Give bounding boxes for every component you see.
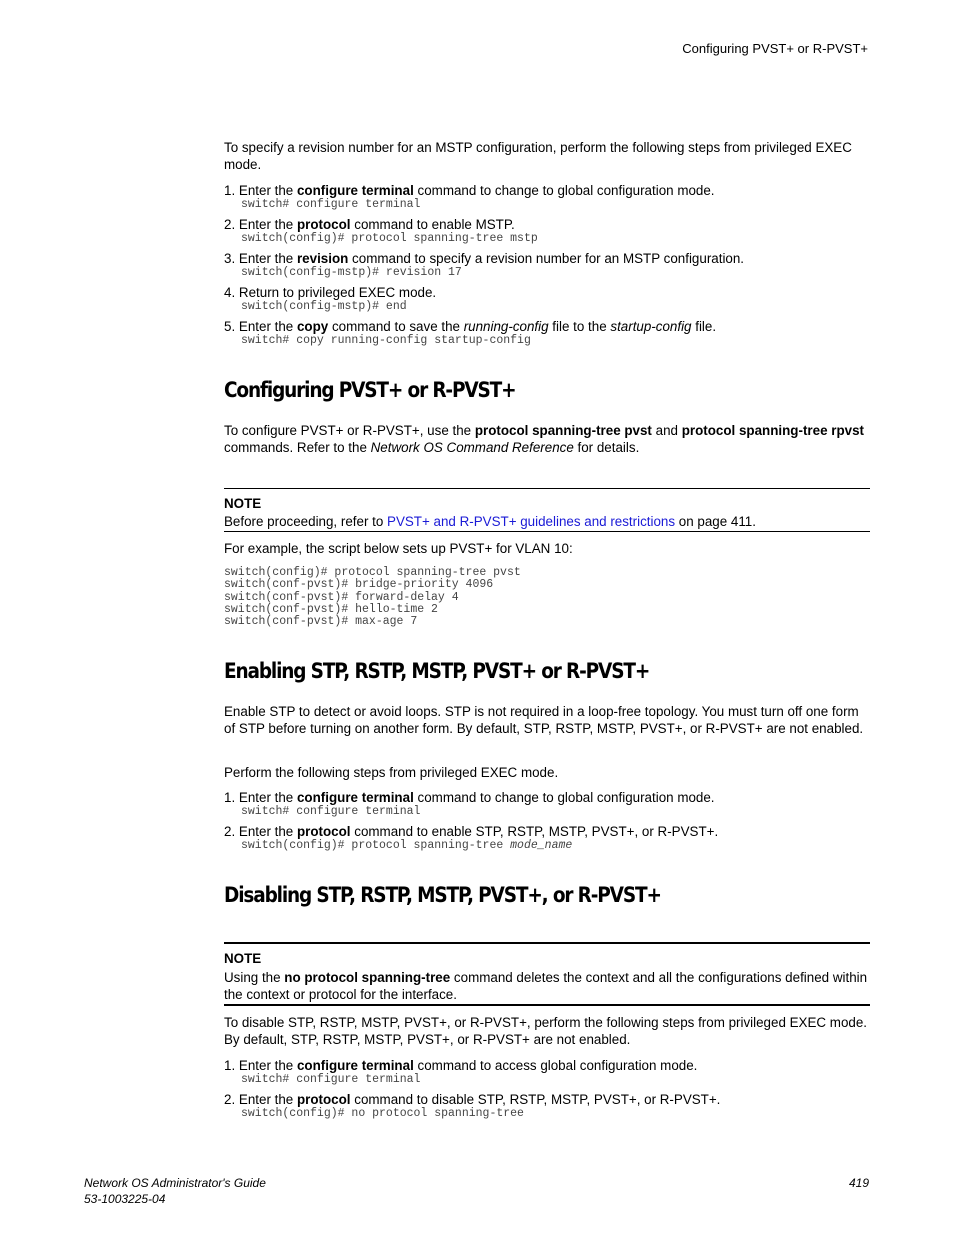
note-text: Before proceeding, refer to PVST+ and R-PVST+ guidelines and restrictions on page 411.	[224, 514, 756, 529]
code-line: switch# configure terminal	[241, 198, 421, 211]
list-item: 2. Enter the protocol command to enable STP, RSTP, MSTP, PVST+, or R-PVST+.	[224, 824, 719, 839]
intro-paragraph: To specify a revision number for an MSTP configuration, perform the following steps from privileged EXEC mode.	[224, 140, 852, 172]
section-paragraph: To configure PVST+ or R-PVST+, use the protocol spanning-tree pvst and protocol spanning-tree rpvst commands. Refer to the Network OS Command Reference for details.	[224, 423, 865, 455]
running-header: Configuring PVST+ or R-PVST+	[682, 41, 868, 56]
code-line: switch(conf-pvst)# bridge-priority 4096	[224, 578, 494, 591]
section-heading: Enabling STP, RSTP, MSTP, PVST+ or R-PVST+	[224, 659, 650, 683]
section-heading: Configuring PVST+ or R-PVST+	[224, 378, 516, 402]
footer-doc-title: Network OS Administrator's Guide	[84, 1176, 266, 1190]
code-line: switch# configure terminal	[241, 805, 421, 818]
code-line: switch(config-mstp)# end	[241, 300, 407, 313]
note-text: Using the no protocol spanning-tree command deletes the context and all the configurations defined within the context or protocol for the interface.	[224, 970, 868, 1002]
code-line: switch(conf-pvst)# max-age 7	[224, 615, 418, 628]
section-heading: Disabling STP, RSTP, MSTP, PVST+, or R-PVST+	[224, 883, 661, 907]
list-item: 4. Return to privileged EXEC mode.	[224, 285, 437, 300]
code-line: switch(conf-pvst)# hello-time 2	[224, 603, 438, 616]
code-line: switch# copy running-config startup-config	[241, 334, 531, 347]
section-paragraph: Perform the following steps from privileged EXEC mode.	[224, 765, 559, 780]
example-intro: For example, the script below sets up PVST+ for VLAN 10:	[224, 541, 573, 556]
code-line: switch# configure terminal	[241, 1073, 421, 1086]
list-item: 5. Enter the copy command to save the running-config file to the startup-config file.	[224, 319, 717, 334]
list-item: 1. Enter the configure terminal command to access global configuration mode.	[224, 1058, 698, 1073]
code-line: switch(config)# protocol spanning-tree mstp	[241, 232, 538, 245]
list-item: 3. Enter the revision command to specify a revision number for an MSTP configuration.	[224, 251, 745, 266]
note-label: NOTE	[224, 951, 262, 966]
list-item: 2. Enter the protocol command to disable STP, RSTP, MSTP, PVST+, or R-PVST+.	[224, 1092, 721, 1107]
footer-doc-number: 53-1003225-04	[84, 1192, 166, 1206]
note-label: NOTE	[224, 496, 262, 511]
cross-reference-link[interactable]: PVST+ and R-PVST+ guidelines and restrictions	[387, 514, 676, 529]
note-bottom-rule	[224, 1004, 870, 1006]
footer-page-number: 419	[848, 1176, 869, 1190]
section-paragraph: Enable STP to detect or avoid loops. STP is not required in a loop-free topology. You must turn off one form of STP before turning on another form. By default, STP, RSTP, MSTP, PVST+, or R-PVST+ are not enabled.	[224, 704, 864, 736]
code-line: switch(config)# protocol spanning-tree pvst	[224, 566, 521, 579]
code-line: switch(config)# no protocol spanning-tree	[241, 1107, 524, 1120]
list-item: 2. Enter the protocol command to enable MSTP.	[224, 217, 515, 232]
note-top-rule	[224, 942, 870, 944]
list-item: 1. Enter the configure terminal command to change to global configuration mode.	[224, 790, 715, 805]
code-line: switch(conf-pvst)# forward-delay 4	[224, 591, 459, 604]
section-paragraph: To disable STP, RSTP, MSTP, PVST+, or R-PVST+, perform the following steps from privileged EXEC mode. By default, STP, RSTP, MSTP, PVST+, or R-PVST+ are not enabled.	[224, 1015, 868, 1047]
code-line: switch(config)# protocol spanning-tree mode_name	[241, 839, 573, 852]
note-bottom-rule	[224, 531, 870, 532]
list-item: 1. Enter the configure terminal command to change to global configuration mode.	[224, 183, 715, 198]
note-top-rule	[224, 488, 870, 489]
code-line: switch(config-mstp)# revision 17	[241, 266, 462, 279]
